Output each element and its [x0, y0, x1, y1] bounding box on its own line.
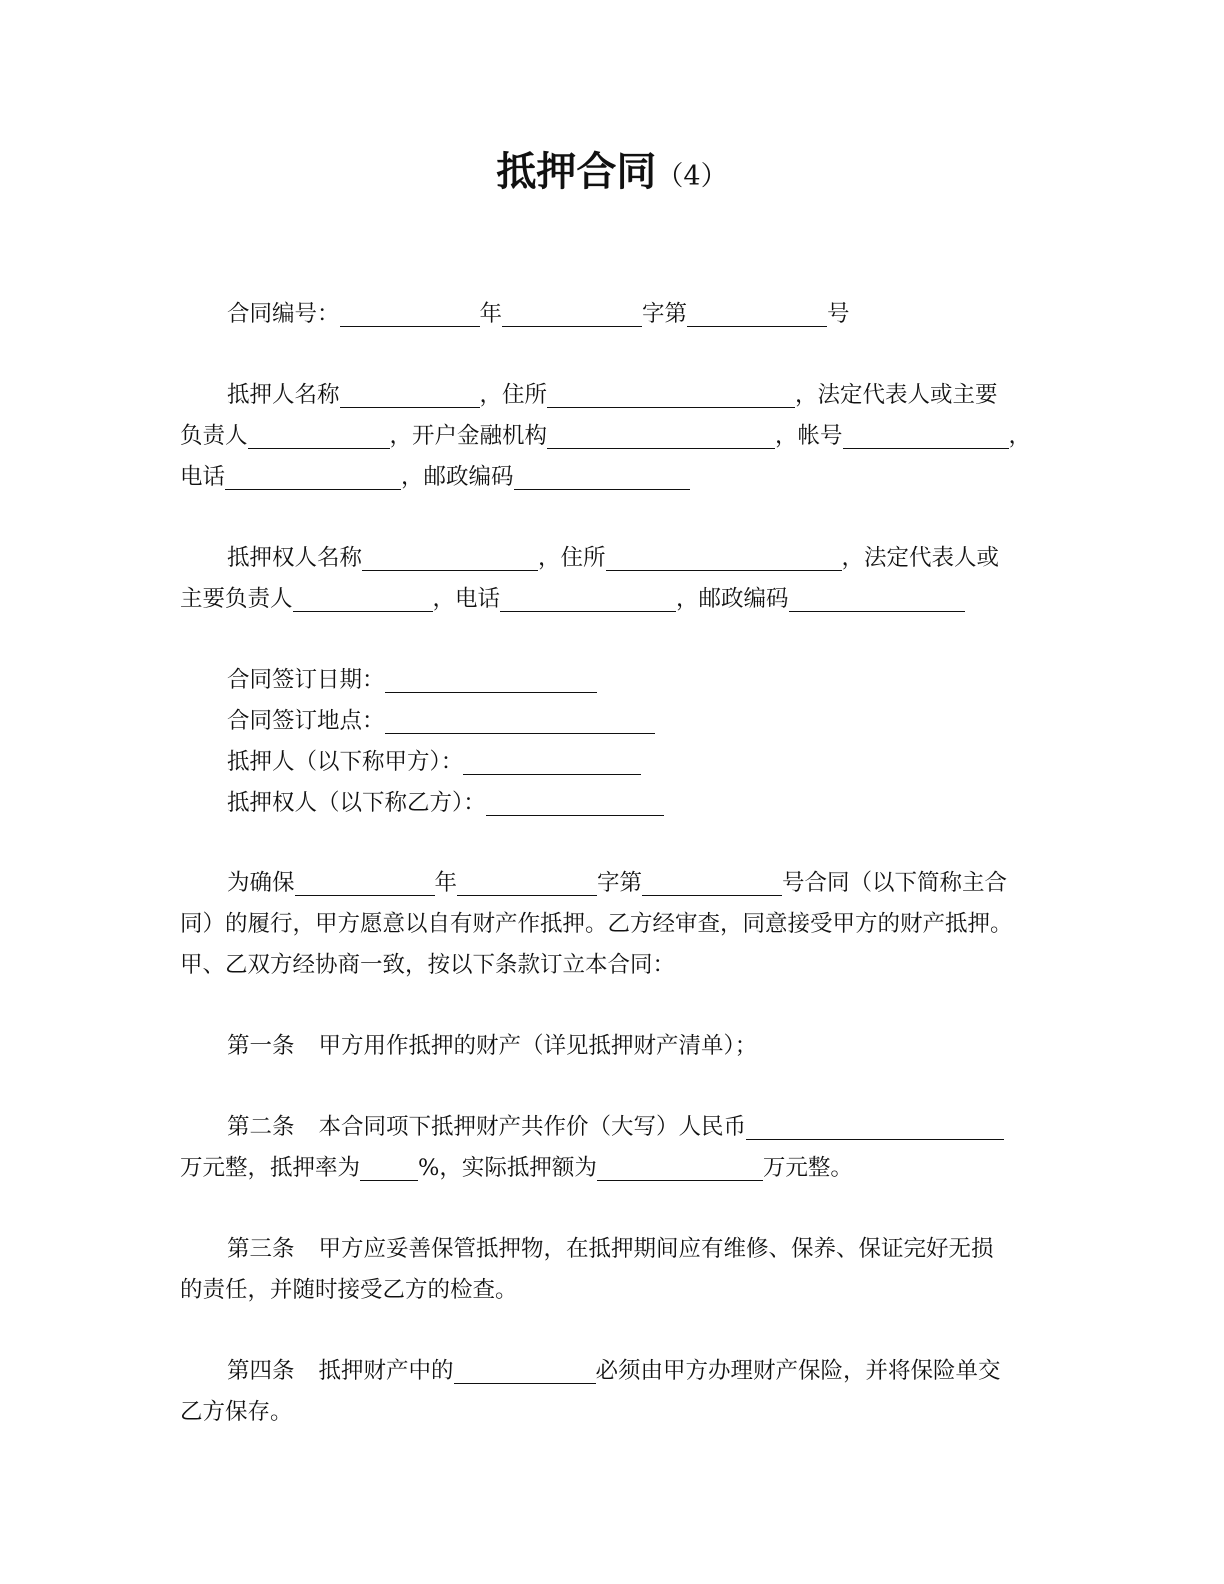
signing-date-label: 合同签订日期：: [227, 667, 385, 693]
article-number: 第四条: [227, 1358, 295, 1384]
mortgagee-phone-label: ，电话: [432, 586, 501, 612]
preamble-text: 字第: [597, 870, 643, 896]
mortgagee-rep-label: ，法定代表人或: [841, 545, 1000, 571]
article-2-line-2: [180, 1148, 1050, 1189]
article-3-line-2: 的责任，并随时接受乙方的检查。: [180, 1277, 518, 1303]
article-text: 抵押财产中的: [318, 1358, 454, 1384]
preamble-text: 号合同（以下简称主合: [782, 870, 1008, 896]
article-text: 甲方用作抵押的财产（详见抵押财产清单）；: [318, 1033, 758, 1059]
blank-field[interactable]: [340, 296, 480, 327]
preamble-text: 年: [434, 870, 458, 896]
blank-field[interactable]: [597, 1150, 763, 1181]
mortgagor-line-3: [180, 457, 1050, 498]
blank-field[interactable]: [687, 296, 827, 327]
article-number: 第二条: [227, 1114, 295, 1140]
blank-field[interactable]: [547, 377, 795, 408]
blank-field[interactable]: [295, 865, 435, 896]
blank-field[interactable]: [500, 581, 676, 612]
article-3-line-1: [180, 1229, 1050, 1270]
signing-date-line: [180, 660, 1050, 701]
contract-number-section: [180, 294, 1050, 335]
contract-number-line: [180, 294, 1050, 335]
year-label: 年: [479, 301, 503, 327]
blank-field[interactable]: [606, 540, 842, 571]
article-text: 万元整，抵押率为: [180, 1155, 361, 1181]
title-text: 抵押合同: [496, 149, 657, 195]
article-text: 必须由甲方办理财产保险，并将保险单交: [595, 1358, 1001, 1384]
mortgagor-postcode-label: ，邮政编码: [401, 464, 514, 490]
party-a-line: [180, 742, 1050, 783]
article-text: 甲方应妥善保管抵押物，在抵押期间应有维修、保养、保证完好无损: [318, 1236, 994, 1262]
blank-field[interactable]: [463, 744, 641, 775]
mortgagee-line-2: [180, 579, 1050, 620]
contract-number-label: 合同编号：: [227, 301, 340, 327]
preamble-section: [180, 863, 1050, 986]
mortgagor-line-2: [180, 416, 1050, 457]
blank-field[interactable]: [502, 296, 642, 327]
blank-field[interactable]: [514, 459, 690, 490]
article-text: 万元整。: [762, 1155, 853, 1181]
mortgagor-phone-label: 电话: [180, 464, 226, 490]
article-4-line-2: 乙方保存。: [180, 1399, 293, 1425]
mortgagee-line-1: [180, 538, 1050, 579]
blank-field[interactable]: [362, 540, 538, 571]
blank-field[interactable]: [360, 1150, 418, 1181]
article-number: 第三条: [227, 1236, 295, 1262]
article-text: %，实际抵押额为: [418, 1155, 597, 1181]
blank-field[interactable]: [746, 1109, 1004, 1140]
article-2-line-1: [180, 1107, 1050, 1148]
mortgagee-rep-label-2: 主要负责人: [180, 586, 293, 612]
party-b-label: 抵押权人（以下称乙方）：: [227, 790, 486, 816]
article-1-line: [180, 1026, 1050, 1067]
mortgagor-section: [180, 375, 1050, 498]
mortgagor-account-label: ，帐号: [775, 423, 843, 449]
article-1: [180, 1026, 1050, 1067]
preamble-line-1: [180, 863, 1050, 904]
preamble-text: 为确保: [227, 870, 295, 896]
mortgagee-section: [180, 538, 1050, 620]
title-number: （4）: [656, 161, 728, 192]
blank-field[interactable]: [547, 418, 775, 449]
blank-field[interactable]: [340, 377, 480, 408]
mortgagee-postcode-label: ，邮政编码: [676, 586, 789, 612]
article-4: [180, 1351, 1050, 1433]
article-text: 本合同项下抵押财产共作价（大写）人民币: [318, 1114, 747, 1140]
blank-field[interactable]: [789, 581, 965, 612]
blank-field[interactable]: [454, 1353, 596, 1384]
mortgagor-line-1: [180, 375, 1050, 416]
hao-label: 号: [827, 301, 850, 327]
blank-field[interactable]: [457, 865, 597, 896]
signing-section: [180, 660, 1050, 824]
mortgagee-name-label: 抵押权人名称: [227, 545, 363, 571]
article-2: [180, 1107, 1050, 1189]
party-b-line: [180, 783, 1050, 824]
blank-field[interactable]: [225, 459, 401, 490]
party-a-label: 抵押人（以下称甲方）：: [227, 749, 464, 775]
preamble-line-3: 甲、乙双方经协商一致，按以下条款订立本合同：: [180, 952, 676, 978]
blank-field[interactable]: [385, 662, 597, 693]
comma: ，: [1008, 423, 1032, 449]
signing-place-label: 合同签订地点：: [227, 708, 385, 734]
article-number: 第一条: [227, 1033, 295, 1059]
blank-field[interactable]: [642, 865, 782, 896]
blank-field[interactable]: [385, 703, 655, 734]
blank-field[interactable]: [486, 785, 664, 816]
blank-field[interactable]: [843, 418, 1009, 449]
mortgagee-address-label: ，住所: [538, 545, 606, 571]
article-4-line-1: [180, 1351, 1050, 1392]
mortgagor-rep-label: ，法定代表人或主要: [795, 382, 998, 408]
blank-field[interactable]: [248, 418, 390, 449]
mortgagor-rep-label-2: 负责人: [180, 423, 248, 449]
preamble-line-2: 同）的履行，甲方愿意以自有财产作抵押。乙方经审查，同意接受甲方的财产抵押。: [180, 911, 1013, 937]
mortgagor-bank-label: ，开户金融机构: [389, 423, 548, 449]
zi-di-label: 字第: [642, 301, 688, 327]
signing-place-line: [180, 701, 1050, 742]
document-title: [0, 142, 1224, 210]
mortgagor-address-label: ，住所: [479, 382, 548, 408]
mortgagor-name-label: 抵押人名称: [227, 382, 340, 408]
blank-field[interactable]: [293, 581, 433, 612]
article-3: [180, 1229, 1050, 1311]
